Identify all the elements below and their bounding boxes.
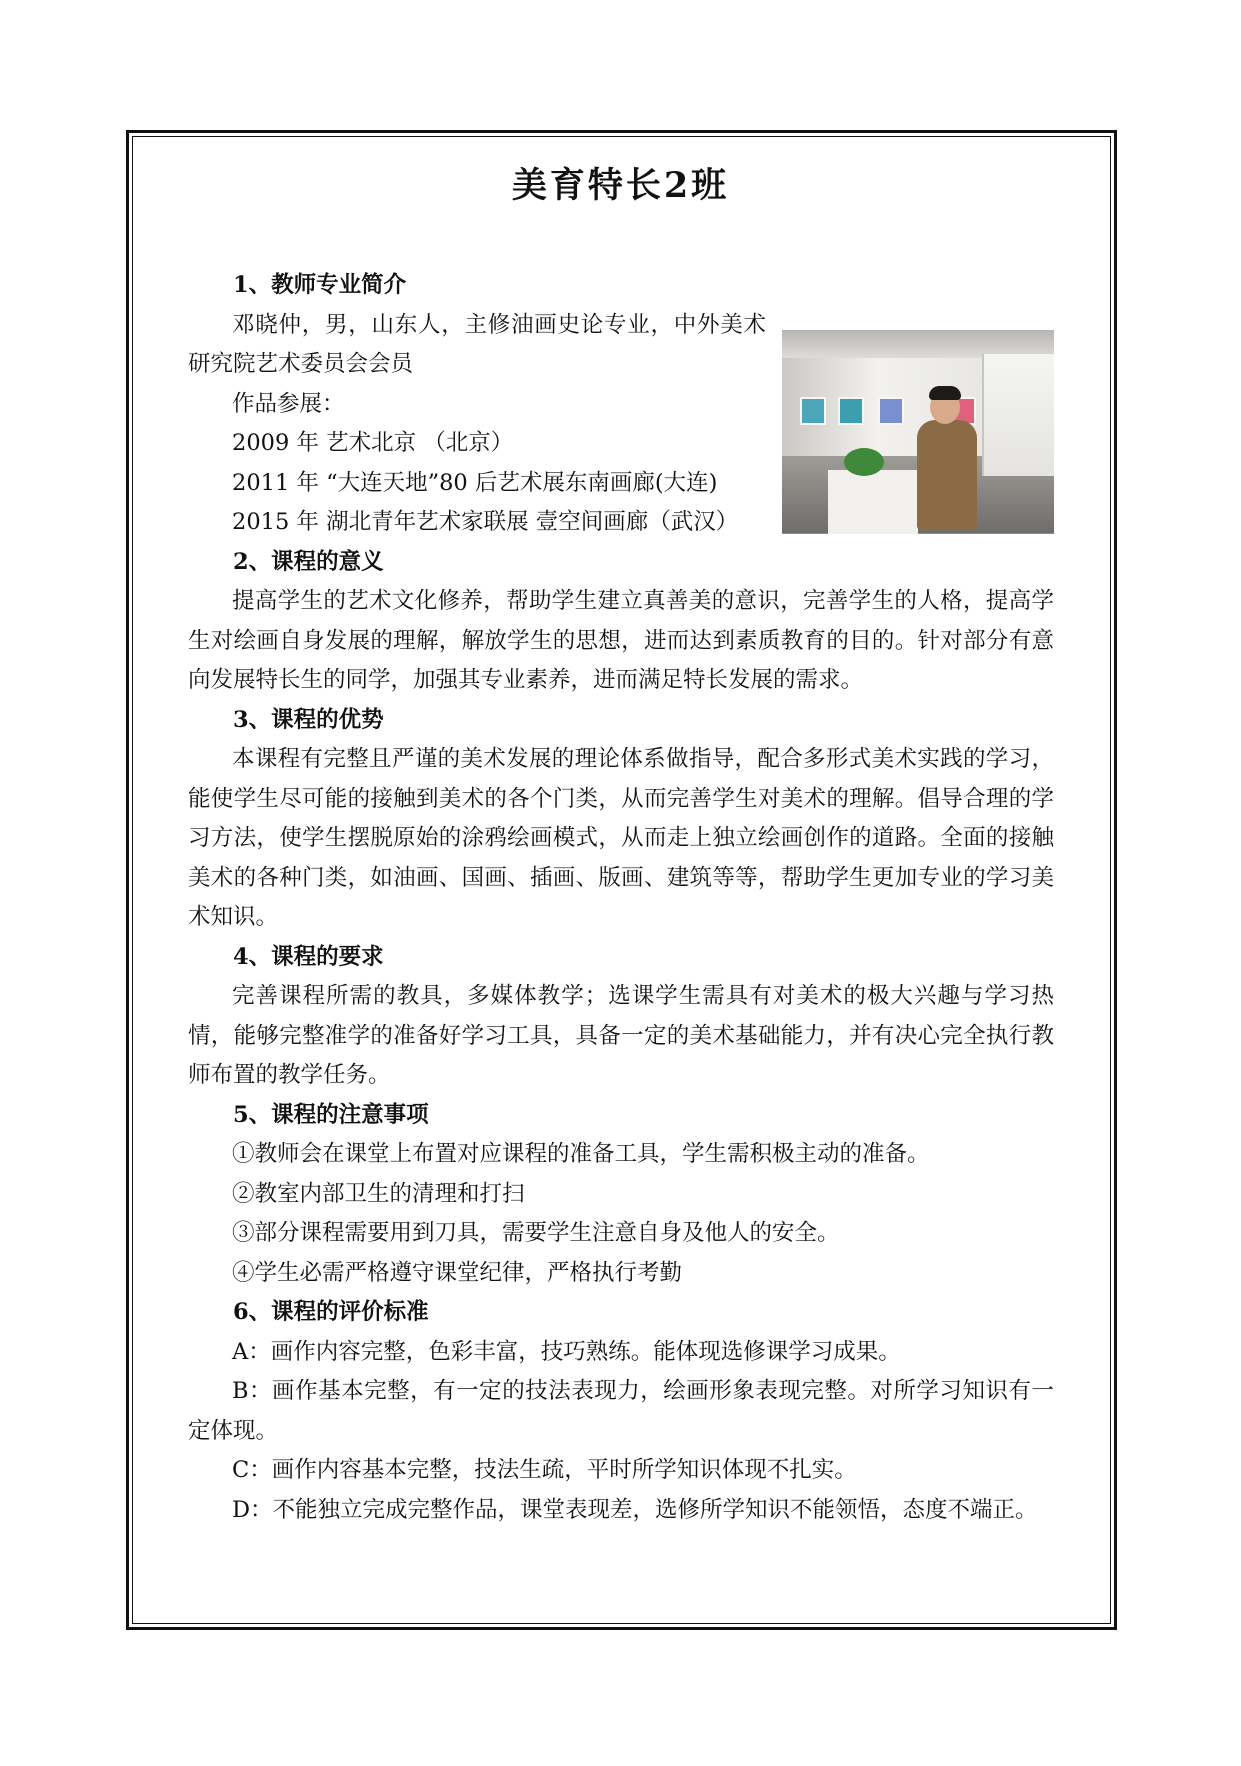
exhibition-item: 2009 年 艺术北京 （北京） (232, 430, 514, 456)
note-item: ③部分课程需要用到刀具，需要学生注意自身及他人的安全。 (232, 1220, 840, 1246)
section-heading-evaluation: 6、课程的评价标准 (233, 1299, 429, 1325)
teacher-photo (782, 330, 1054, 534)
grade-item: D：不能独立完成完整作品，课堂表现差，选修所学知识不能领悟，态度不端正。 (232, 1496, 1038, 1523)
section-heading-requirements: 4、课程的要求 (233, 943, 384, 970)
exhibition-item: 2011 年 “大连天地”80 后艺术展东南画廊(大连) (232, 469, 718, 496)
exhibition-item: 2015 年 湖北青年艺术家联展 壹空间画廊（武汉） (232, 509, 739, 535)
section-heading-teacher: 1、教师专业简介 (233, 272, 407, 298)
section-body-advantages: 本课程有完整且严谨的美术发展的理论体系做指导，配合多形式美术实践的学习，能使学生尽可能的接触到美术的各个门类，从而完善学生对美术的理解。倡导合理的学习方法，使学生摆脱原始的涂鸦绘画模式，从而走上独立绘画创作的道路。全面的接触美术的各种门类，如油画、国画、插画、版画、建筑等等，帮助学生更加专业的学习美术知识。 (188, 746, 1054, 930)
grade-item: C：画作内容基本完整，技法生疏，平时所学知识体现不扎实。 (232, 1457, 857, 1483)
section-heading-significance: 2、课程的意义 (233, 548, 384, 575)
document-body (188, 266, 1054, 1530)
exhibitions-label: 作品参展： (232, 390, 345, 417)
teacher-intro: 邓晓仲，男，山东人，主修油画史论专业，中外美术研究院艺术委员会会员 (188, 311, 766, 377)
note-item: ①教师会在课堂上布置对应课程的准备工具，学生需积极主动的准备。 (232, 1141, 930, 1167)
section-body-requirements: 完善课程所需的教具，多媒体教学；选课学生需具有对美术的极大兴趣与学习热情，能够完整准学的准备好学习工具，具备一定的美术基础能力，并有决心完全执行教师布置的教学任务。 (188, 983, 1054, 1088)
section-body-significance: 提高学生的艺术文化修养，帮助学生建立真善美的意识，完善学生的人格，提高学生对绘画自身发展的理解，解放学生的思想，进而达到素质教育的目的。针对部分有意向发展特长生的同学，加强其专业素养，进而满足特长发展的需求。 (188, 588, 1054, 693)
section-heading-notes: 5、课程的注意事项 (233, 1101, 429, 1128)
grade-item: A：画作内容完整，色彩丰富，技巧熟练。能体现选修课学习成果。 (232, 1338, 901, 1365)
note-item: ②教室内部卫生的清理和打扫 (232, 1180, 525, 1207)
document-title: 美育特长2班 (511, 165, 730, 206)
note-item: ④学生必需严格遵守课堂纪律，严格执行考勤 (232, 1259, 683, 1286)
grade-item: B：画作基本完整，有一定的技法表现力，绘画形象表现完整。对所学习知识有一定体现。 (188, 1378, 1054, 1444)
section-heading-advantages: 3、课程的优势 (233, 706, 384, 733)
